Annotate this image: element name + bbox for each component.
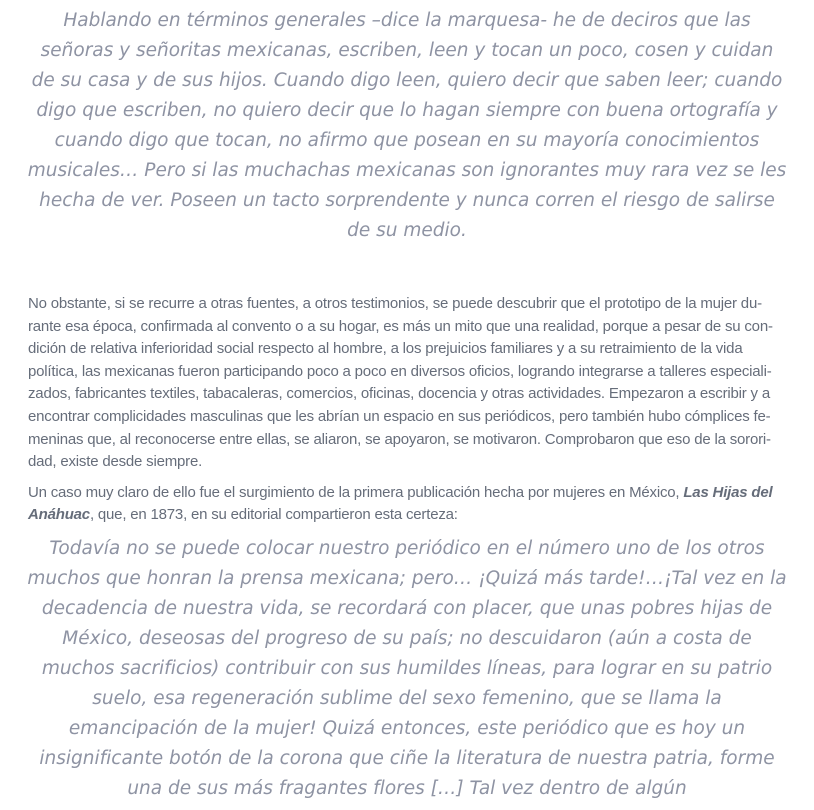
marquesa-quote: Hablando en términos generales –dice la marquesa- he de deciros que las señoras y señoritas mexicanas, escriben, leen y tocan un poco, cosen y cuidan de su casa y de sus hijos. Cuando digo leen, quiero decir que saben leer; cuando digo que escriben, no quiero decir que lo hagan siempre con buena ortografía y cuando digo que tocan, no afirmo que posean en su mayoría conocimientos musicales… Pero si las muchachas mexicanas son ignorantes muy rara vez se les hecha de ver. Poseen un tacto sorprendente y nunca corren el riesgo de salirse de su medio. [27,10,787,241]
publication-text-pre: Un caso muy claro de ello fue el surgimiento de la primera publicación hecha por mujeres en México, [28,483,684,501]
editorial-quote: Todavía no se puede colocar nuestro periódico en el número uno de los otros muchos que honran la prensa mexicana; pero… ¡Quizá más tarde!…¡Tal vez en la decadencia de nuestra vida, se recordará con placer, que unas pobres hijas de México, deseosas del progreso de su país; no descuidaron (aún a costa de muchos sacrificios) contribuir con sus humildes líneas, para lograr en su patrio suelo, esa regeneración sublime del sexo femenino, que se llama la emancipación de la mujer! Quizá entonces, este periódico que es hoy un insignificante botón de la corona que ciñe la literatura de nuestra patria, forme una de sus más fragantes flores […] Tal vez dentro de algún [27,537,787,799]
publication-paragraph [28,482,789,527]
publication-text-post: , que, en 1873, en su editorial compartieron esta certeza: [89,506,458,524]
context-paragraph: No obstante, si se recurre a otras fuentes, a otros testimonios, se puede descubrir que el prototipo de la mujer durante esa época, confirmada al convento o a su hogar, es más un mito que una realidad, porque a pesar de su condición de relativa inferioridad social respecto al hombre, a los prejuicios familiares y a su retraimiento de la vida política, las mexicanas fueron participando poco a poco en diversos oficios, logrando integrarse a talleres especializados, fabricantes textiles, tabacaleras, comercios, oficinas, docencia y otras actividades. Empezaron a escribir y a encontrar complicidades masculinas que les abrían un espacio en sus periódicos, pero también hubo cómplices femeninas que, al reconocerse entre ellas, se aliaron, se apoyaron, se motivaron. Comprobaron que eso de la sororidad, existe desde siempre. [28,295,773,471]
publication-title: Las Hijas del Anáhuac [28,483,773,524]
